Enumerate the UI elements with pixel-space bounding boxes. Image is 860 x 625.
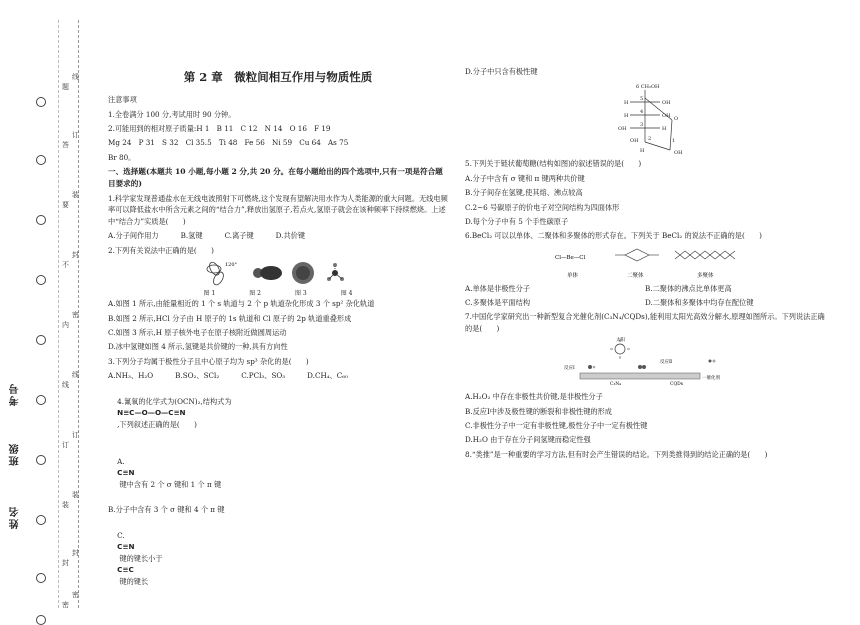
margin-char: 线 — [72, 73, 79, 81]
hcl-orbital-figure — [253, 266, 282, 280]
option-text: 键中含有 2 个 σ 键和 1 个 π 键 — [117, 479, 222, 489]
option: B.反应Ⅰ中涉及极性键的断裂和非极性键的形成 — [465, 406, 612, 416]
option: B.SO₂、SCl₂ — [175, 371, 220, 381]
binding-hole-icon — [36, 215, 46, 225]
margin-char: 订 — [72, 131, 79, 139]
glucose-label: OH — [618, 126, 627, 133]
margin-char: 订 — [72, 431, 79, 439]
option: A.单体是非极性分子 — [465, 283, 530, 293]
angle-label: 120° — [225, 261, 238, 268]
glucose-label: 6 CH₂OH — [636, 84, 660, 91]
stem-text: ,下列叙述正确的是( ) — [117, 419, 197, 429]
binding-hole-icon — [36, 335, 46, 345]
option: D.共价键 — [275, 231, 306, 241]
stem-text: 4.氰氧的化学式为(OCN)₂,结构式为 — [117, 396, 232, 406]
binding-hole-icon — [36, 573, 46, 583]
binding-hole-icon — [36, 395, 46, 405]
label-exam-no: 考号 — [10, 382, 21, 406]
glucose-label: 3 — [640, 122, 644, 129]
option: D.二聚体和多聚体中均存在配位键 — [645, 298, 754, 307]
fig-caption: 图 4 — [340, 289, 353, 297]
option-text: 键的键长 — [117, 576, 149, 586]
fig-caption: 多聚体 — [697, 272, 714, 279]
ice-hbond-figure — [327, 263, 344, 281]
option: C.多聚体是平面结构 — [465, 298, 531, 307]
glucose-label: 4 — [640, 109, 644, 116]
option: D.每个分子中有 5 个手性碳原子 — [465, 216, 569, 226]
question-6-options — [465, 283, 825, 294]
right-column — [465, 66, 825, 463]
glucose-label: OH — [630, 138, 639, 145]
page-title: 第 2 章 微粒间相互作用与物质性质 — [183, 70, 373, 84]
margin-char: 要 — [62, 201, 69, 209]
option: C.如图 3 所示,H 原子核外电子在原子核附近做圆周运动 — [108, 328, 287, 338]
glucose-structure-figure — [600, 80, 690, 156]
margin-char: 封 — [72, 251, 79, 259]
label-class: 班级 — [10, 442, 21, 466]
option: A.如图 1 所示,由能量相近的 1 个 s 轨道与 2 个 p 轨道杂化形成 3 个 sp² 杂化轨道 — [108, 299, 375, 309]
fig-caption: 图 2 — [249, 289, 261, 297]
bond-symbol: C≡C — [117, 565, 134, 575]
orbital-figures — [203, 259, 353, 287]
glucose-label: H — [662, 126, 667, 133]
electron-cloud-figure — [292, 262, 314, 284]
margin-char: 题 — [62, 83, 69, 91]
margin-char: 内 — [62, 321, 69, 329]
binding-hole-icon — [36, 97, 46, 107]
question-6-stem: 6.BeCl₂ 可以以单体、二聚体和多聚体的形式存在。下列关于 BeCl₂ 的说法不正确的是( ) — [465, 231, 762, 241]
question-5-stem: 5.下列关于链状葡萄糖(结构如图)的叙述错误的是( ) — [465, 159, 642, 169]
margin-char: 装 — [72, 491, 79, 499]
glucose-label: OH — [662, 113, 671, 120]
option: B.二聚体的沸点比单体更高 — [645, 283, 732, 293]
option: D.H₂O 由于存在分子间氢键而稳定性强 — [465, 435, 591, 445]
glucose-label: H — [624, 113, 629, 120]
glucose-label: 2 — [648, 136, 652, 143]
binding-hole-icon — [36, 155, 46, 165]
left-column — [108, 66, 448, 601]
option: B.氢键 — [180, 231, 203, 241]
option: A.H₂O₂ 中存在非极性共价键,是非极性分子 — [465, 392, 603, 402]
margin-char: 答 — [62, 141, 69, 149]
reaction-label: 反应Ⅱ — [660, 360, 673, 366]
margin-char: 订 — [62, 441, 69, 449]
fig-caption: 单体 — [567, 272, 579, 279]
option: C.PCl₃、SO₃ — [241, 371, 286, 381]
sun-label: 太阳 — [616, 338, 625, 344]
option-letter: A. — [117, 456, 125, 466]
label-name: 姓名 — [10, 505, 21, 529]
binding-hole-icon — [36, 275, 46, 285]
question-4-stem — [108, 385, 448, 442]
becl2-structures-figure — [545, 245, 745, 281]
margin-char: 装 — [72, 191, 79, 199]
reaction-label: 反应Ⅰ — [564, 366, 575, 372]
question-1-options — [108, 230, 448, 241]
option: B.如图 2 所示,HCl 分子由 H 原子的 1s 轨道和 Cl 原子的 2p 轨道重叠形成 — [108, 313, 352, 323]
option: D.CH₄、C₆₀ — [307, 371, 349, 381]
option — [108, 444, 448, 501]
margin-char: 封 — [72, 549, 79, 557]
catalyst-label: C₃N₄ — [610, 382, 621, 388]
glucose-label: 5 — [640, 96, 644, 103]
question-6-options — [465, 297, 825, 308]
monomer-structure: Cl—Be—Cl — [555, 254, 586, 261]
option — [108, 519, 448, 599]
figure-captions — [108, 289, 448, 298]
glucose-label: OH — [662, 100, 671, 107]
glucose-label: H — [624, 100, 629, 107]
legend-label: 一催化剂 — [702, 376, 720, 382]
option-letter: C. — [117, 531, 125, 541]
question-3-options — [108, 370, 448, 381]
margin-char: 装 — [62, 501, 69, 509]
option: B.分子间存在氢键,使其熔、沸点较高 — [465, 188, 583, 198]
notice-item: 1.全卷满分 100 分,考试用时 90 分钟。 — [108, 109, 236, 119]
bond-symbol: C≡N — [117, 468, 135, 478]
margin-char: 线 — [62, 381, 69, 389]
fig-caption: 图 1 — [203, 289, 216, 297]
binding-margin — [0, 0, 88, 608]
question-1-stem: 1.科学家发现普通盐水在无线电波照射下可燃烧,这个发现有望解决用水作为人类能源的重大问题。无线电频率可以降低盐水中所含元素之间的“结合力”,释放出氢原子,若点火,氢原子就会在该种频率下持续燃烧。上述中“结合力”实质是( ) — [108, 194, 448, 226]
cut-line-inner — [58, 20, 59, 608]
option: C.非极性分子中一定有非极性键,极性分子中一定有极性键 — [465, 420, 648, 430]
glucose-label: 1 — [672, 138, 676, 145]
option: A.分子中含有 σ 键和 π 键两种共价键 — [465, 173, 585, 183]
notice-heading: 注意事项 — [108, 95, 137, 105]
margin-char: 封 — [62, 559, 69, 567]
photocatalysis-figure — [560, 337, 730, 389]
margin-char: 不 — [62, 261, 69, 269]
glucose-label: H — [640, 148, 645, 155]
glucose-label: O — [674, 116, 679, 123]
option: A.分子间作用力 — [108, 231, 159, 241]
binding-hole-icon — [36, 615, 46, 625]
option: C.2~6 号碳原子的价电子对空间结构为四面体形 — [465, 202, 620, 212]
option: D.冰中氢键如图 4 所示,氢键是共价键的一种,具有方向性 — [108, 342, 288, 352]
margin-char: 密 — [72, 311, 79, 319]
option: D.分子中只含有极性键 — [465, 67, 538, 76]
margin-char: 线 — [72, 371, 79, 379]
sp2-orbital-figure — [207, 260, 238, 286]
question-7-stem: 7.中国化学家研究出一种新型复合光催化剂(C₃N₄/CQDs),能利用太阳光高效分解水,原理如图所示。下列说法正确的是( ) — [465, 312, 825, 333]
catalyst-label: CQDs — [670, 382, 684, 388]
binding-hole-icon — [36, 515, 46, 525]
notice-item: Br 80。 — [108, 152, 136, 162]
section-heading: 一、选择题(本题共 10 小题,每小题 2 分,共 20 分。在每小题给出的四个选项中,只有一项是符合题目要求的) — [108, 167, 443, 189]
notice-item: Mg 24 P 31 S 32 Cl 35.5 Ti 48 Fe 56 Ni 59 Cu 64 As 75 — [108, 138, 349, 148]
cyanogen-structure: N≡C—O—O—C≡N — [117, 408, 186, 418]
option: B.分子中含有 3 个 σ 键和 4 个 π 键 — [108, 505, 225, 515]
option-text: 键的键长小于 — [117, 553, 165, 563]
question-3-stem: 3.下列分子均属于极性分子且中心原子均为 sp³ 杂化的是( ) — [108, 356, 309, 366]
binding-hole-icon — [36, 455, 46, 465]
fig-caption: 图 3 — [295, 289, 307, 297]
option: C.离子键 — [224, 231, 254, 241]
fig-caption: 二聚体 — [627, 272, 644, 279]
glucose-label: OH — [674, 150, 683, 157]
notice-item: 2.可能用到的相对原子质量:H 1 B 11 C 12 N 14 O 16 F 19 — [108, 123, 331, 133]
bond-symbol: C≡N — [117, 542, 135, 552]
option: A.NH₃、H₂O — [108, 371, 154, 381]
margin-char: 密 — [72, 591, 79, 599]
question-8-stem: 8.“类推”是一种重要的学习方法,但有时会产生错误的结论。下列类推得到的结论正确的是( ) — [465, 449, 768, 459]
question-2-stem: 2.下列有关说法中正确的是( ) — [108, 245, 214, 255]
margin-char: 密 — [62, 601, 69, 609]
